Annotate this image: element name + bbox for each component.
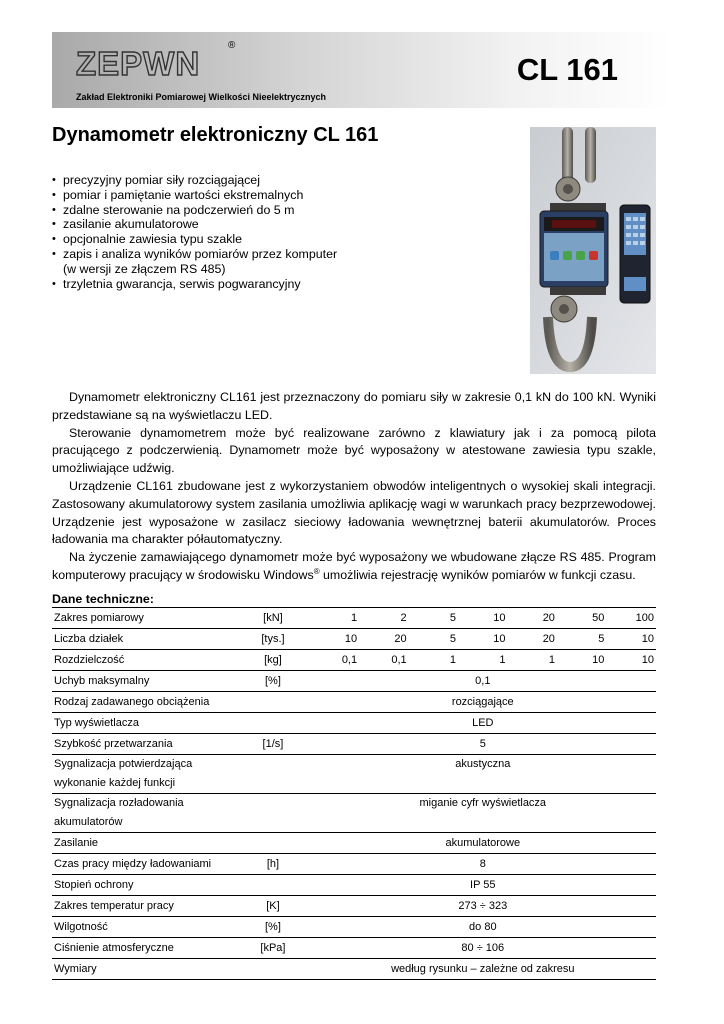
paragraph: Sterowanie dynamometrem może być realizowane zarówno z klawiatury jak i za pomocą pilota pracującego z podczerwienią. Dynamometr może być wyposażony w atestowane zawiesia typu szakle, umożliwiające udźwig. bbox=[52, 425, 656, 476]
table-row: Szybkość przetwarzania [1/s] 5 bbox=[52, 734, 656, 755]
table-row: Zasilanie akumulatorowe bbox=[52, 833, 656, 854]
table-row: Zakres temperatur pracy [K] 273 ÷ 323 bbox=[52, 896, 656, 917]
table-row: Wymiary według rysunku – zależne od zakresu bbox=[52, 959, 656, 980]
table-title: Dane techniczne: bbox=[52, 592, 154, 606]
company-name: Zakład Elektroniki Pomiarowej Wielkości Nieelektrycznych bbox=[76, 92, 327, 102]
table-row: Sygnalizacja potwierdzająca wykonanie każdej funkcji akustyczna bbox=[52, 755, 656, 794]
list-item: • zdalne sterowanie na podczerwień do 5 m bbox=[52, 203, 502, 218]
table-row: Typ wyświetlacza LED bbox=[52, 713, 656, 734]
feature-list bbox=[52, 173, 502, 291]
product-photo bbox=[530, 127, 656, 374]
list-item: • zasilanie akumulatorowe bbox=[52, 217, 502, 232]
table-row: Uchyb maksymalny [%] 0,1 bbox=[52, 671, 656, 692]
model-label: CL 161 bbox=[516, 52, 618, 87]
description bbox=[52, 389, 656, 585]
registered-mark: ® bbox=[313, 566, 320, 576]
paragraph: Dynamometr elektroniczny CL161 jest przeznaczony do pomiaru siły w zakresie 0,1 kN do 100 kN. Wyniki przedstawiane są na wyświetlaczu LED. bbox=[52, 390, 656, 422]
list-item: • trzyletnia gwarancja, serwis pogwarancyjny bbox=[52, 277, 502, 292]
list-item: • opcjonalnie zawiesia typu szakle bbox=[52, 232, 502, 247]
table-row: Stopień ochrony IP 55 bbox=[52, 875, 656, 896]
table-row: Rodzaj zadawanego obciążenia rozciągające bbox=[52, 692, 656, 713]
table-row: Czas pracy między ładowaniami [h] 8 bbox=[52, 854, 656, 875]
paragraph: Na życzenie zamawiającego dynamometr może być wyposażony we wbudowane złącze RS 485. Program komputerowy pracujący w środowisku Windows® umożliwia rejestrację wyników pomiarów w funkcji czasu. bbox=[52, 550, 656, 582]
table-row: Ciśnienie atmosferyczne [kPa] 80 ÷ 106 bbox=[52, 938, 656, 959]
list-item: • zapis i analiza wyników pomiarów przez komputer bbox=[52, 247, 502, 262]
table-row: Sygnalizacja rozładowania akumulatorów miganie cyfr wyświetlacza bbox=[52, 794, 656, 833]
table-row: Rozdzielczość [kg] 0,1 0,1 1 1 1 10 10 bbox=[52, 650, 656, 671]
table-row: Wilgotność [%] do 80 bbox=[52, 917, 656, 938]
page-title: Dynamometr elektroniczny CL 161 bbox=[52, 124, 379, 146]
paragraph: Urządzenie CL161 zbudowane jest z wykorzystaniem obwodów inteligentnych o wysokiej skali integracji. Zastosowany akumulatorowy system zasilania umożliwia aplikację wagi w warunkach pracy bezprzewodowej. Urządzenie jest wyposażone w zasilacz sieciowy ładowania wewnętrznej baterii akumulatorów. Proces ładowania ma charakter półautomatyczny. bbox=[52, 478, 656, 547]
header-band bbox=[52, 32, 672, 108]
svg-text:ZEPWN: ZEPWN bbox=[76, 45, 201, 82]
list-item: • precyzyjny pomiar siły rozciągającej bbox=[52, 173, 502, 188]
spec-table bbox=[52, 607, 656, 980]
table-row: Zakres pomiarowy [kN] 1 2 5 10 20 50 100 bbox=[52, 608, 656, 629]
zepwn-logo bbox=[74, 44, 224, 84]
registered-mark: ® bbox=[228, 40, 236, 51]
table-row: Liczba działek [tys.] 10 20 5 10 20 5 10 bbox=[52, 629, 656, 650]
list-item-continuation: (w wersji ze złączem RS 485) bbox=[63, 261, 226, 276]
list-item: • pomiar i pamiętanie wartości ekstremalnych bbox=[52, 188, 502, 203]
